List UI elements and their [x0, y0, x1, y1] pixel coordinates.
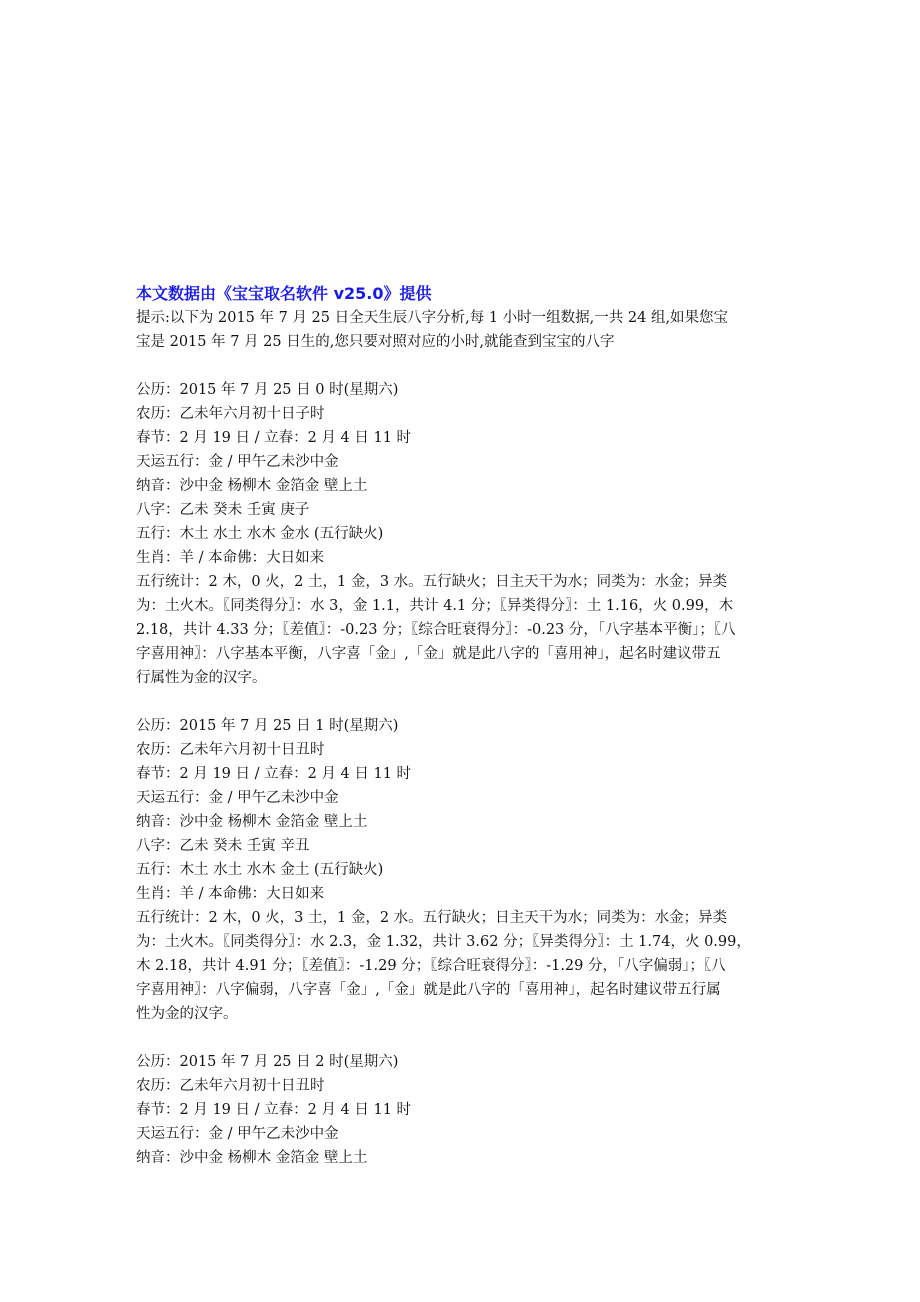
intro-line: 提示:以下为 2015 年 7 月 25 日全天生辰八字分析,每 1 小时一组数据,一共 24 组,如果您宝 — [136, 310, 729, 326]
chunjie-line: 春节：2 月 19 日 / 立春：2 月 4 日 11 时 — [136, 1102, 412, 1118]
hour-entry — [136, 378, 790, 690]
bazi-line: 八字：乙未 癸未 壬寅 辛丑 — [136, 838, 310, 854]
intro-line: 宝是 2015 年 7 月 25 日生的,您只要对照对应的小时,就能查到宝宝的八字 — [136, 334, 615, 350]
nongli-line: 农历：乙未年六月初十日子时 — [136, 406, 325, 422]
spacer — [136, 354, 790, 378]
chunjie-line: 春节：2 月 19 日 / 立春：2 月 4 日 11 时 — [136, 430, 412, 446]
stats-line: 五行统计：2 木，0 火，2 土，1 金，3 水。五行缺火；日主天干为水；同类为：水金；异类 — [136, 574, 728, 590]
nayin-line: 纳音：沙中金 杨柳木 金箔金 壁上土 — [136, 814, 368, 830]
tianyun-line: 天运五行：金 / 甲午乙未沙中金 — [136, 790, 339, 806]
gongli-line: 公历：2015 年 7 月 25 日 0 时(星期六) — [136, 382, 399, 398]
nongli-line: 农历：乙未年六月初十日丑时 — [136, 1078, 325, 1094]
shengxiao-line: 生肖：羊 / 本命佛：大日如来 — [136, 550, 325, 566]
document-page — [136, 282, 790, 1170]
bazi-line: 八字：乙未 癸未 壬寅 庚子 — [136, 502, 310, 518]
stats-paragraph — [136, 906, 790, 1026]
spacer — [136, 1026, 790, 1050]
stats-line: 字喜用神〗：八字偏弱，八字喜「金」,「金」就是此八字的「喜用神」，起名时建议带五行属 — [136, 982, 721, 998]
document-title: 本文数据由《宝宝取名软件 v25.0》提供 — [136, 284, 432, 303]
nongli-line: 农历：乙未年六月初十日丑时 — [136, 742, 325, 758]
chunjie-line: 春节：2 月 19 日 / 立春：2 月 4 日 11 时 — [136, 766, 412, 782]
wuxing-line: 五行：木土 水土 水木 金水 (五行缺火) — [136, 526, 384, 542]
stats-line: 为：土火木。〖同类得分〗：水 2.3，金 1.32，共计 3.62 分；〖异类得分〗：土 1.74，火 0.99， — [136, 934, 751, 950]
wuxing-line: 五行：木土 水土 水木 金土 (五行缺火) — [136, 862, 384, 878]
spacer — [136, 690, 790, 714]
intro-paragraph — [136, 306, 790, 354]
stats-line: 性为金的汉字。 — [136, 1006, 238, 1022]
stats-line: 五行统计：2 木，0 火，3 土，1 金，2 水。五行缺火；日主天干为水；同类为：水金；异类 — [136, 910, 728, 926]
hour-entry — [136, 714, 790, 1026]
gongli-line: 公历：2015 年 7 月 25 日 2 时(星期六) — [136, 1054, 399, 1070]
stats-paragraph — [136, 570, 790, 690]
nayin-line: 纳音：沙中金 杨柳木 金箔金 壁上土 — [136, 1150, 368, 1166]
tianyun-line: 天运五行：金 / 甲午乙未沙中金 — [136, 1126, 339, 1142]
stats-line: 为：土火木。〖同类得分〗：水 3，金 1.1，共计 4.1 分；〖异类得分〗：土 1.16，火 0.99，木 — [136, 598, 734, 614]
stats-line: 木 2.18，共计 4.91 分；〖差值〗：-1.29 分；〖综合旺衰得分〗：-1.29 分，「八字偏弱」；〖八 — [136, 958, 726, 974]
stats-line: 2.18，共计 4.33 分；〖差值〗：-0.23 分；〖综合旺衰得分〗：-0.23 分，「八字基本平衡」；〖八 — [136, 622, 736, 638]
gongli-line: 公历：2015 年 7 月 25 日 1 时(星期六) — [136, 718, 399, 734]
shengxiao-line: 生肖：羊 / 本命佛：大日如来 — [136, 886, 325, 902]
hour-entry — [136, 1050, 790, 1170]
nayin-line: 纳音：沙中金 杨柳木 金箔金 壁上土 — [136, 478, 368, 494]
stats-line: 字喜用神〗：八字基本平衡，八字喜「金」,「金」就是此八字的「喜用神」，起名时建议带五 — [136, 646, 721, 662]
stats-line: 行属性为金的汉字。 — [136, 670, 267, 686]
tianyun-line: 天运五行：金 / 甲午乙未沙中金 — [136, 454, 339, 470]
